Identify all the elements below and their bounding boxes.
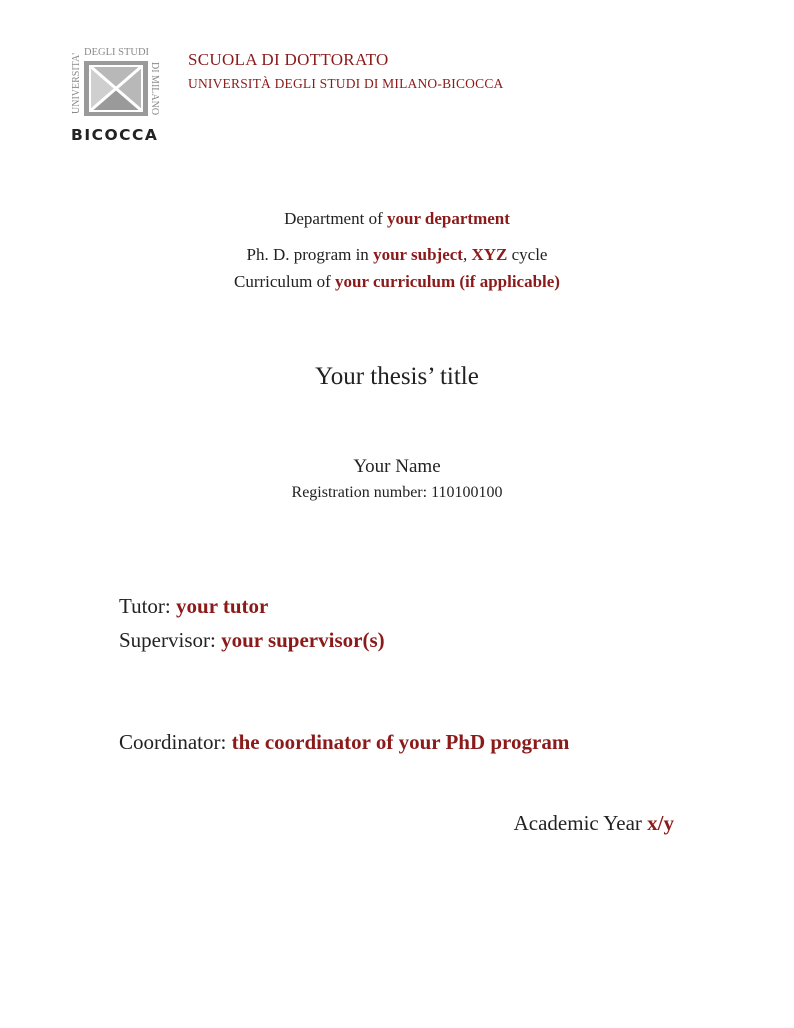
coordinator-label: Coordinator:: [119, 730, 232, 754]
university-name: UNIVERSITÀ DEGLI STUDI DI MILANO-BICOCCA: [188, 76, 504, 91]
curriculum-prefix: Curriculum of: [234, 272, 336, 291]
school-header: [188, 50, 503, 93]
school-name: SCUOLA DI DOTTORATO: [188, 50, 389, 69]
logo-bottom-text: BICOCCA: [71, 126, 159, 144]
tutor-line: [119, 594, 268, 618]
logo-top-text: DEGLI STUDI: [84, 47, 150, 58]
registration-number: 110100100: [431, 484, 503, 501]
supervisor-line: [119, 628, 385, 652]
curriculum-value: your curriculum (if applicable): [335, 272, 560, 291]
thesis-title: Your thesis’ title: [315, 363, 479, 390]
program-cycle: XYZ: [471, 245, 508, 264]
academic-year-line: [514, 811, 674, 835]
department-value: your department: [386, 209, 510, 228]
author-name: Your Name: [353, 456, 441, 477]
bicocca-logo-icon: [70, 44, 162, 144]
tutor-label: Tutor:: [119, 594, 177, 618]
program-suffix: cycle: [507, 245, 548, 264]
logo-left-text: UNIVERSITA': [71, 53, 82, 114]
university-logo: [70, 44, 162, 144]
registration-line: [0, 484, 794, 502]
program-prefix: Ph. D. program in: [246, 245, 374, 264]
program-line: [0, 245, 794, 265]
registration-label: Registration number:: [291, 484, 432, 501]
department-line: [0, 209, 794, 229]
supervisor-label: Supervisor:: [119, 628, 222, 652]
program-sep: ,: [462, 245, 472, 264]
tutor-value: your tutor: [176, 594, 269, 618]
academic-year-label: Academic Year: [513, 811, 648, 835]
logo-right-text: DI MILANO: [149, 62, 160, 116]
curriculum-line: [0, 272, 794, 292]
department-prefix: Department of: [284, 209, 387, 228]
academic-year-value: x/y: [647, 811, 674, 835]
supervisor-value: your supervisor(s): [221, 628, 385, 652]
program-subject: your subject: [373, 245, 463, 264]
coordinator-value: the coordinator of your PhD program: [231, 730, 570, 754]
coordinator-line: [119, 730, 569, 754]
